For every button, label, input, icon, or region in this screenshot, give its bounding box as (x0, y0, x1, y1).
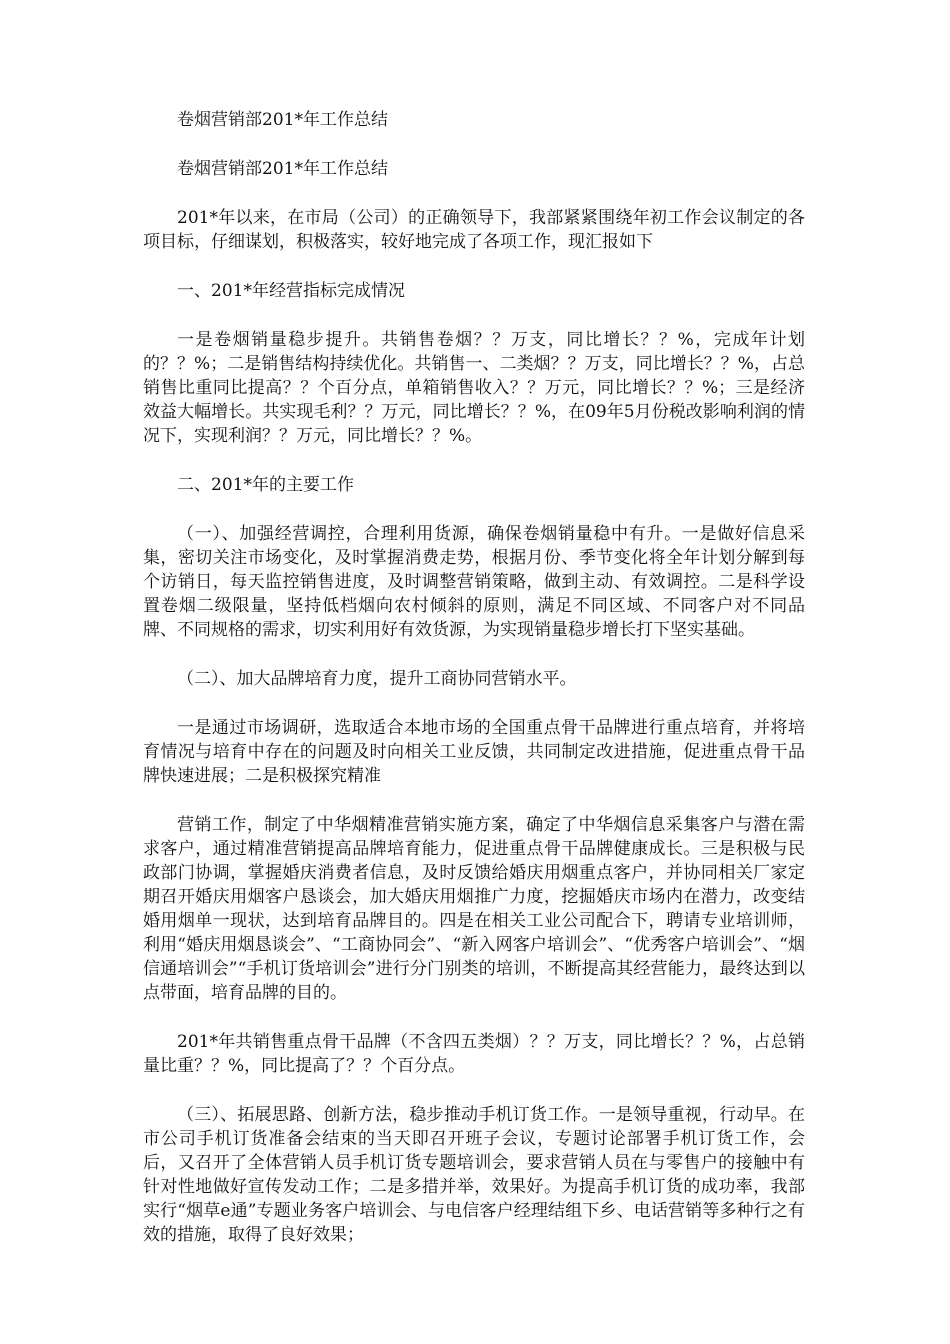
paragraph-work-1: （一）、加强经营调控，合理利用货源，确保卷烟销量稳中有升。一是做好信息采集，密切关注市场变化，及时掌握消费走势，根据月份、季节变化将全年计划分解到每个访销日，每天监控销售进度，及时调整营销策略，做到主动、有效调控。二是科学设置卷烟二级限量，坚持低档烟向农村倾斜的原则，满足不同区域、不同客户对不同品牌、不同规格的需求，切实利用好有效货源，为实现销量稳步增长打下坚实基础。 (143, 524, 805, 640)
paragraph-mobile-ordering: （三）、拓展思路、创新方法，稳步推动手机订货工作。一是领导重视，行动早。在市公司手机订货准备会结束的当天即召开班子会议，专题讨论部署手机订货工作，会后，又召开了全体营销人员手机订货专题培训会，要求营销人员在与零售户的接触中有针对性地做好宣传发动工作；二是多措并举，效果好。为提高手机订货的成功率，我部实行“烟草e通”专题业务客户培训会、与电信客户经理结组下乡、电话营销等多种行之有效的措施，取得了良好效果； (143, 1105, 805, 1245)
subsection-heading-2: （二）、加大品牌培育力度，提升工商协同营销水平。 (177, 669, 577, 689)
paragraph-brand-sales: 201*年共销售重点骨干品牌（不含四五类烟）？？万支，同比增长？？%，占总销量比重？？%，同比提高了？？个百分点。 (143, 1032, 805, 1076)
paragraph-intro: 201*年以来，在市局（公司）的正确领导下，我部紧紧围绕年初工作会议制定的各项目标，仔细谋划，积极落实，较好地完成了各项工作，现汇报如下 (143, 208, 805, 252)
document-page (143, 108, 805, 1272)
document-title: 卷烟营销部201*年工作总结 (177, 110, 388, 130)
section-heading-1: 一、201*年经营指标完成情况 (177, 281, 405, 301)
paragraph-indicators: 一是卷烟销量稳步提升。共销售卷烟？？万支，同比增长？？%，完成年计划的？？%；二是销售结构持续优化。共销售一、二类烟？？万支，同比增长？？%，占总销售比重同比提高？？个百分点，单箱销售收入？？万元，同比增长？？%；三是经济效益大幅增长。共实现毛利？？万元，同比增长？？%，在09年5月份税改影响利润的情况下，实现利润？？万元，同比增长？？%。 (143, 330, 805, 446)
paragraph-brand-2: 营销工作，制定了中华烟精准营销实施方案，确定了中华烟信息采集客户与潜在需求客户，通过精准营销提高品牌培育能力，促进重点骨干品牌健康成长。三是积极与民政部门协调，掌握婚庆消费者信息，及时反馈给婚庆用烟重点客户，并协同相关厂家定期召开婚庆用烟客户恳谈会，加大婚庆用烟推广力度，挖掘婚庆市场内在潜力，改变结婚用烟单一现状，达到培育品牌目的。四是在相关工业公司配合下，聘请专业培训师，利用“婚庆用烟恳谈会”、“工商协同会”、“新入网客户培训会”、“优秀客户培训会”、“烟信通培训会”“手机订货培训会”进行分门别类的培训，不断提高其经营能力，最终达到以点带面，培育品牌的目的。 (143, 815, 805, 1003)
paragraph-brand-1: 一是通过市场调研，选取适合本地市场的全国重点骨干品牌进行重点培育，并将培育情况与培育中存在的问题及时向相关工业反馈，共同制定改进措施，促进重点骨干品牌快速进展；二是积极探究精准 (143, 718, 805, 786)
document-subtitle: 卷烟营销部201*年工作总结 (177, 159, 388, 179)
section-heading-2: 二、201*年的主要工作 (177, 475, 354, 495)
